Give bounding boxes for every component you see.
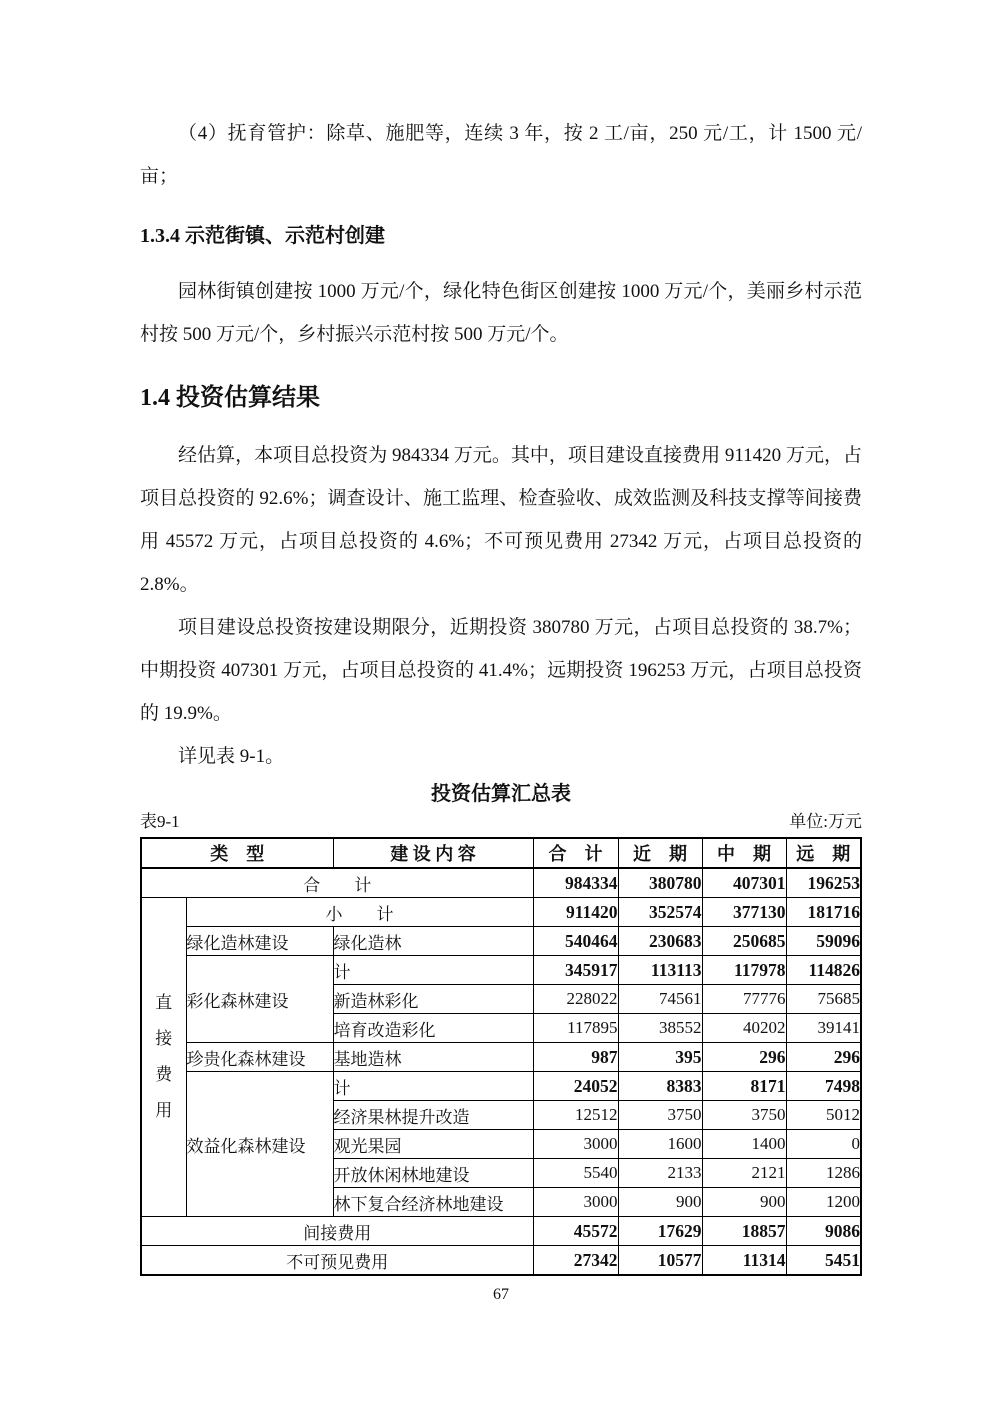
value-total: 27342 <box>533 1246 618 1276</box>
value-far: 5451 <box>786 1246 861 1276</box>
grand-total-near: 380780 <box>618 868 702 898</box>
value-mid: 8171 <box>702 1072 786 1101</box>
content-cell: 开放休闲林地建设 <box>333 1159 533 1188</box>
content-cell: 基地造林 <box>333 1043 533 1072</box>
table-tag: 表9-1 <box>140 812 180 831</box>
page-number: 67 <box>493 1286 509 1303</box>
content-cell: 观光果园 <box>333 1130 533 1159</box>
value-total: 117895 <box>533 1014 618 1043</box>
content-cell: 林下复合经济林地建设 <box>333 1188 533 1217</box>
value-total: 12512 <box>533 1101 618 1130</box>
value-mid: 296 <box>702 1043 786 1072</box>
content-cell: 计 <box>333 1072 533 1101</box>
content-cell: 新造林彩化 <box>333 985 533 1014</box>
value-near: 230683 <box>618 927 702 956</box>
table-title: 投资估算汇总表 <box>431 783 571 805</box>
value-far: 75685 <box>786 985 861 1014</box>
table-row-subtotal <box>141 898 861 927</box>
value-total: 540464 <box>533 927 618 956</box>
table-caption-row <box>140 810 862 834</box>
table-row <box>141 1043 861 1072</box>
paragraph-tending-care: （4）抚育管护：除草、施肥等，连续 3 年，按 2 工/亩，250 元/工，计 1500 元/亩； <box>140 123 862 187</box>
value-mid: 117978 <box>702 956 786 985</box>
paragraph-investment-summary: 经估算，本项目总投资为 984334 万元。其中，项目建设直接费用 911420 万元，占项目总投资的 92.6%；调查设计、施工监理、检查验收、成效监测及科技支撑等间接费用 45572 万元，占项目总投资的 4.6%；不可预见费用 27342 万元，占项目总投资的 2.8%。 <box>140 445 862 595</box>
value-total: 3000 <box>533 1130 618 1159</box>
table-row-grand-total <box>141 868 861 898</box>
paragraph-demo-towns: 园林街镇创建按 1000 万元/个，绿化特色街区创建按 1000 万元/个，美丽乡村示范村按 500 万元/个，乡村振兴示范村按 500 万元/个。 <box>140 281 862 345</box>
table-unit: 单位:万元 <box>789 812 862 831</box>
value-mid: 1400 <box>702 1130 786 1159</box>
value-mid: 18857 <box>702 1217 786 1246</box>
content-cell: 培育改造彩化 <box>333 1014 533 1043</box>
value-mid: 250685 <box>702 927 786 956</box>
value-far: 7498 <box>786 1072 861 1101</box>
subtotal-far: 181716 <box>786 898 861 927</box>
value-mid: 2121 <box>702 1159 786 1188</box>
heading-1-3-4: 1.3.4 示范街镇、示范村创建 <box>140 225 385 247</box>
value-far: 1286 <box>786 1159 861 1188</box>
value-mid: 40202 <box>702 1014 786 1043</box>
value-near: 8383 <box>618 1072 702 1101</box>
paragraph-investment-by-period: 项目建设总投资按建设期限分，近期投资 380780 万元，占项目总投资的 38.7%；中期投资 407301 万元，占项目总投资的 41.4%；远期投资 196253 万元，占项目总投资的 19.9%。 <box>140 617 862 724</box>
type-colorization: 彩化森林建设 <box>186 956 333 1043</box>
table-row-indirect-cost <box>141 1217 861 1246</box>
type-greening: 绿化造林建设 <box>186 927 333 956</box>
table-row <box>141 1072 861 1101</box>
table-row <box>141 927 861 956</box>
col-header-content: 建 设 内 容 <box>333 838 533 868</box>
grand-total-total: 984334 <box>533 868 618 898</box>
value-near: 2133 <box>618 1159 702 1188</box>
value-total: 987 <box>533 1043 618 1072</box>
value-far: 5012 <box>786 1101 861 1130</box>
direct-cost-group-label <box>141 898 186 1217</box>
subtotal-mid: 377130 <box>702 898 786 927</box>
col-header-far-term: 远 期 <box>786 838 861 868</box>
value-total: 3000 <box>533 1188 618 1217</box>
value-near: 113113 <box>618 956 702 985</box>
subtotal-total: 911420 <box>533 898 618 927</box>
value-total: 5540 <box>533 1159 618 1188</box>
col-header-near-term: 近 期 <box>618 838 702 868</box>
table-header-row <box>141 838 861 868</box>
value-far: 9086 <box>786 1217 861 1246</box>
col-header-mid-term: 中 期 <box>702 838 786 868</box>
value-near: 1600 <box>618 1130 702 1159</box>
value-near: 900 <box>618 1188 702 1217</box>
subtotal-label: 小 计 <box>186 898 533 927</box>
value-far: 0 <box>786 1130 861 1159</box>
value-far: 39141 <box>786 1014 861 1043</box>
value-mid: 11314 <box>702 1246 786 1276</box>
value-far: 114826 <box>786 956 861 985</box>
value-mid: 3750 <box>702 1101 786 1130</box>
value-near: 38552 <box>618 1014 702 1043</box>
value-mid: 900 <box>702 1188 786 1217</box>
value-near: 3750 <box>618 1101 702 1130</box>
direct-cost-vertical-text: 直接费用 <box>155 993 173 1120</box>
table-row-contingency-cost <box>141 1246 861 1276</box>
table-row <box>141 956 861 985</box>
value-total: 24052 <box>533 1072 618 1101</box>
value-total: 345917 <box>533 956 618 985</box>
value-far: 59096 <box>786 927 861 956</box>
grand-total-far: 196253 <box>786 868 861 898</box>
col-header-type: 类 型 <box>141 838 333 868</box>
investment-estimate-table <box>140 837 862 1276</box>
grand-total-mid: 407301 <box>702 868 786 898</box>
col-header-total: 合 计 <box>533 838 618 868</box>
value-total: 45572 <box>533 1217 618 1246</box>
value-far: 296 <box>786 1043 861 1072</box>
value-near: 395 <box>618 1043 702 1072</box>
value-near: 74561 <box>618 985 702 1014</box>
value-mid: 77776 <box>702 985 786 1014</box>
type-benefit-forest: 效益化森林建设 <box>186 1072 333 1217</box>
value-total: 228022 <box>533 985 618 1014</box>
heading-1-4: 1.4 投资估算结果 <box>140 385 320 411</box>
contingency-cost-label: 不可预见费用 <box>141 1246 533 1276</box>
content-cell: 经济果林提升改造 <box>333 1101 533 1130</box>
content-cell: 计 <box>333 956 533 985</box>
value-far: 1200 <box>786 1188 861 1217</box>
content-cell: 绿化造林 <box>333 927 533 956</box>
grand-total-label: 合 计 <box>141 868 533 898</box>
subtotal-near: 352574 <box>618 898 702 927</box>
value-near: 10577 <box>618 1246 702 1276</box>
indirect-cost-label: 间接费用 <box>141 1217 533 1246</box>
value-near: 17629 <box>618 1217 702 1246</box>
paragraph-see-table: 详见表 9-1。 <box>178 746 285 767</box>
type-precious-forest: 珍贵化森林建设 <box>186 1043 333 1072</box>
